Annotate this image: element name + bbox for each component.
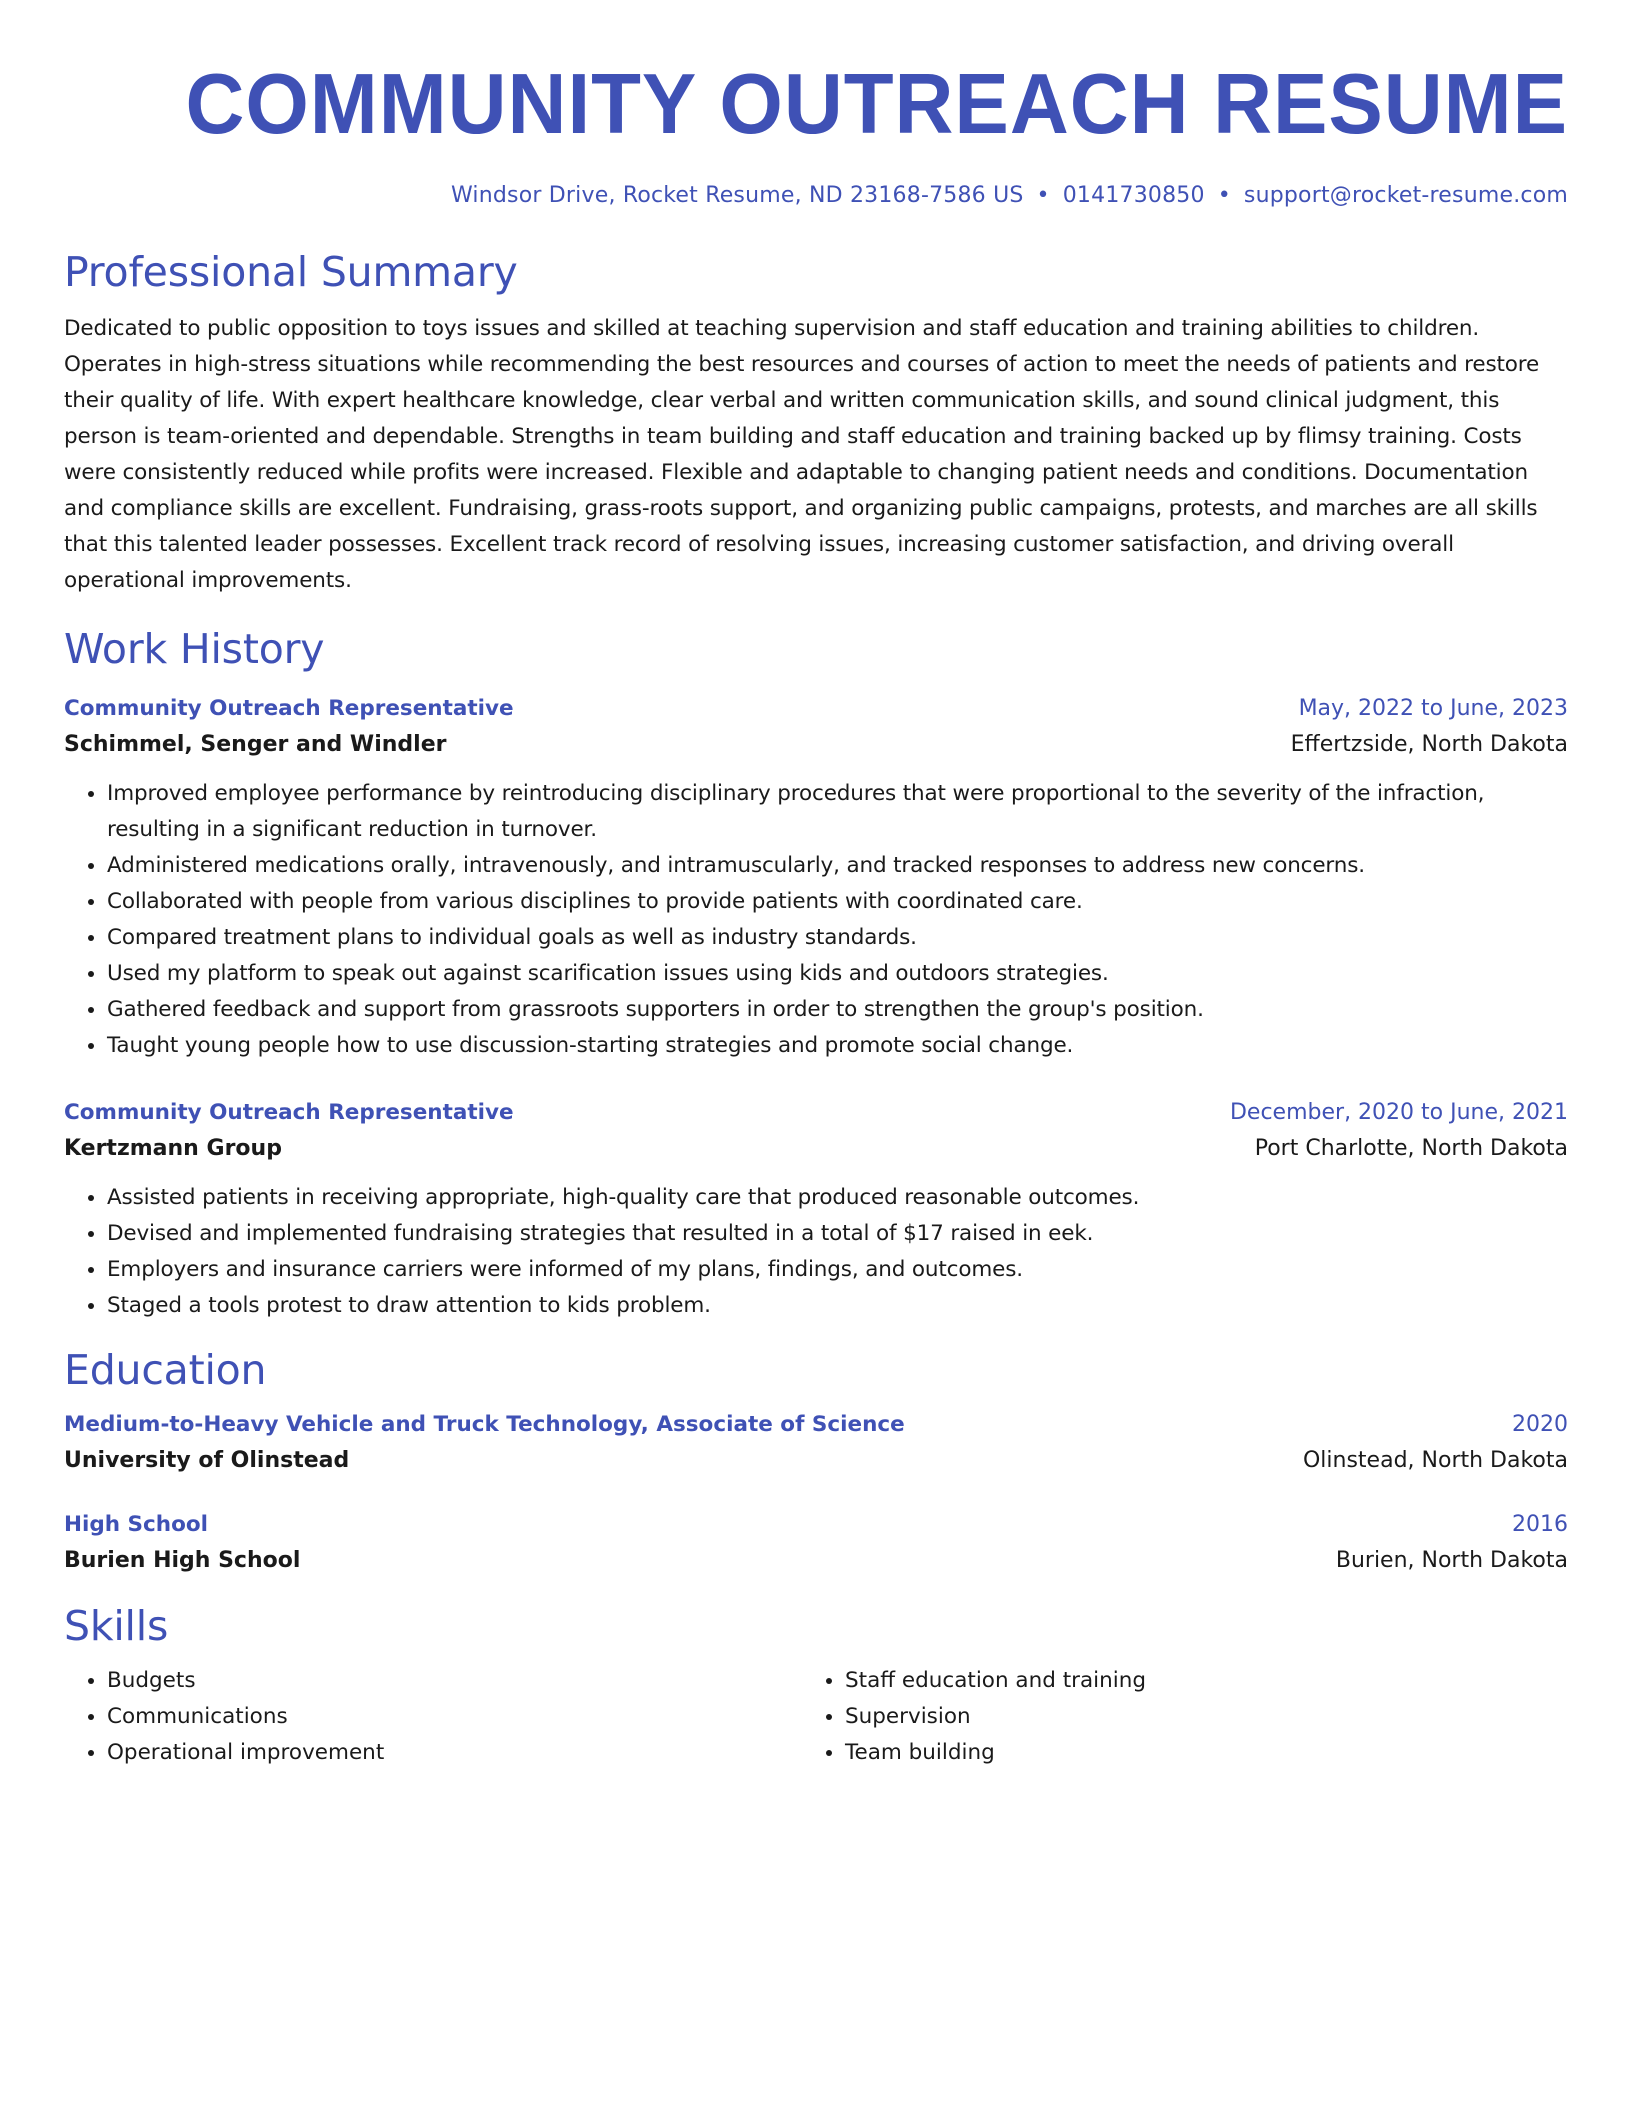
contact-email: support@rocket-resume.com [1243,183,1568,208]
skill-item: • Communications [107,1699,802,1735]
job-bullet: • Improved employee performance by reintroducing disciplinary procedures that were proportional to the severity of the infraction, resulting in a significant reduction in turnover. [107,776,1568,848]
education-degree: High School [64,1511,208,1537]
skill-item: • Supervision [845,1699,1540,1735]
job-bullet: • Staged a tools protest to draw attention to kids problem. [107,1288,1568,1324]
contact-address: Windsor Drive, Rocket Resume, ND 23168-7586 US [450,183,1024,208]
education-degree: Medium-to-Heavy Vehicle and Truck Technology, Associate of Science [64,1411,905,1437]
job-entry [64,692,1568,1064]
work-history-heading: Work History [64,625,325,674]
job-location: Port Charlotte, North Dakota [1254,1136,1568,1162]
job-bullet: • Devised and implemented fundraising strategies that resulted in a total of $17 raised in eek. [107,1216,1568,1252]
resume-title: COMMUNITY OUTREACH RESUME [185,57,1569,152]
education-year: 2020 [1512,1411,1568,1437]
summary-text: Dedicated to public opposition to toys issues and skilled at teaching supervision and staff education and training abilities to children. Operates in high-stress situations while recommending the best resources and courses of action to meet the needs of patients and restore their quality of life. With expert healthcare knowledge, clear verbal and written communication skills, and sound clinical judgment, this person is team-oriented and dependable. Strengths in team building and staff education and training backed up by flimsy training. Costs were consistently reduced while profits were increased. Flexible and adaptable to changing patient needs and conditions. Documentation and compliance skills are excellent. Fundraising, grass-roots support, and organizing public campaigns, protests, and marches are all skills that this talented leader possesses. Excellent track record of resolving issues, increasing customer satisfaction, and driving overall operational improvements. [64,316,1540,594]
skills-section [64,1602,1568,1771]
skill-item: • Staff education and training [845,1663,1540,1699]
education-entry [64,1508,1568,1580]
skill-item: • Operational improvement [107,1735,802,1771]
education-section [64,1346,1568,1579]
job-bullet: • Taught young people how to use discussion-starting strategies and promote social change. [107,1028,1568,1064]
job-dates: December, 2020 to June, 2021 [1229,1100,1568,1126]
job-bullet: • Assisted patients in receiving appropriate, high-quality care that produced reasonable outcomes. [107,1180,1568,1216]
skill-item: • Team building [845,1735,1540,1771]
skills-column-left [64,1663,802,1771]
education-heading: Education [64,1346,267,1395]
work-history-section [64,625,1568,1324]
skill-item: • Budgets [107,1663,802,1699]
contact-line [64,183,1568,208]
job-bullet: • Collaborated with people from various disciplines to provide patients with coordinated care. [107,884,1568,920]
job-bullet: • Gathered feedback and support from grassroots supporters in order to strengthen the group's position. [107,992,1568,1028]
job-dates: May, 2022 to June, 2023 [1298,696,1568,722]
skills-grid [64,1663,1568,1771]
summary-section [64,248,1568,599]
job-bullet: • Administered medications orally, intravenously, and intramuscularly, and tracked responses to address new concerns. [107,848,1568,884]
job-bullet-list [64,776,1568,1064]
job-bullet: • Employers and insurance carriers were informed of my plans, findings, and outcomes. [107,1252,1568,1288]
education-location: Olinstead, North Dakota [1302,1447,1568,1473]
contact-separator: • [1036,183,1050,208]
job-title: Community Outreach Representative [64,696,514,722]
skills-heading: Skills [64,1601,169,1650]
job-entry [64,1096,1568,1324]
education-location: Burien, North Dakota [1335,1547,1568,1573]
education-school: Burien High School [64,1547,301,1573]
job-company: Schimmel, Senger and Windler [64,732,447,758]
summary-heading: Professional Summary [64,248,518,296]
education-school: University of Olinstead [64,1447,350,1473]
job-bullet-list [64,1180,1568,1324]
contact-separator: • [1217,183,1231,208]
contact-phone: 0141730850 [1062,183,1205,208]
education-entry [64,1408,1568,1480]
job-bullet: • Compared treatment plans to individual goals as well as industry standards. [107,920,1568,956]
job-company: Kertzmann Group [64,1136,282,1162]
job-location: Effertzside, North Dakota [1290,732,1568,758]
job-title: Community Outreach Representative [64,1100,514,1126]
education-year: 2016 [1512,1511,1568,1537]
skills-column-right [802,1663,1540,1771]
job-bullet: • Used my platform to speak out against scarification issues using kids and outdoors strategies. [107,956,1568,992]
